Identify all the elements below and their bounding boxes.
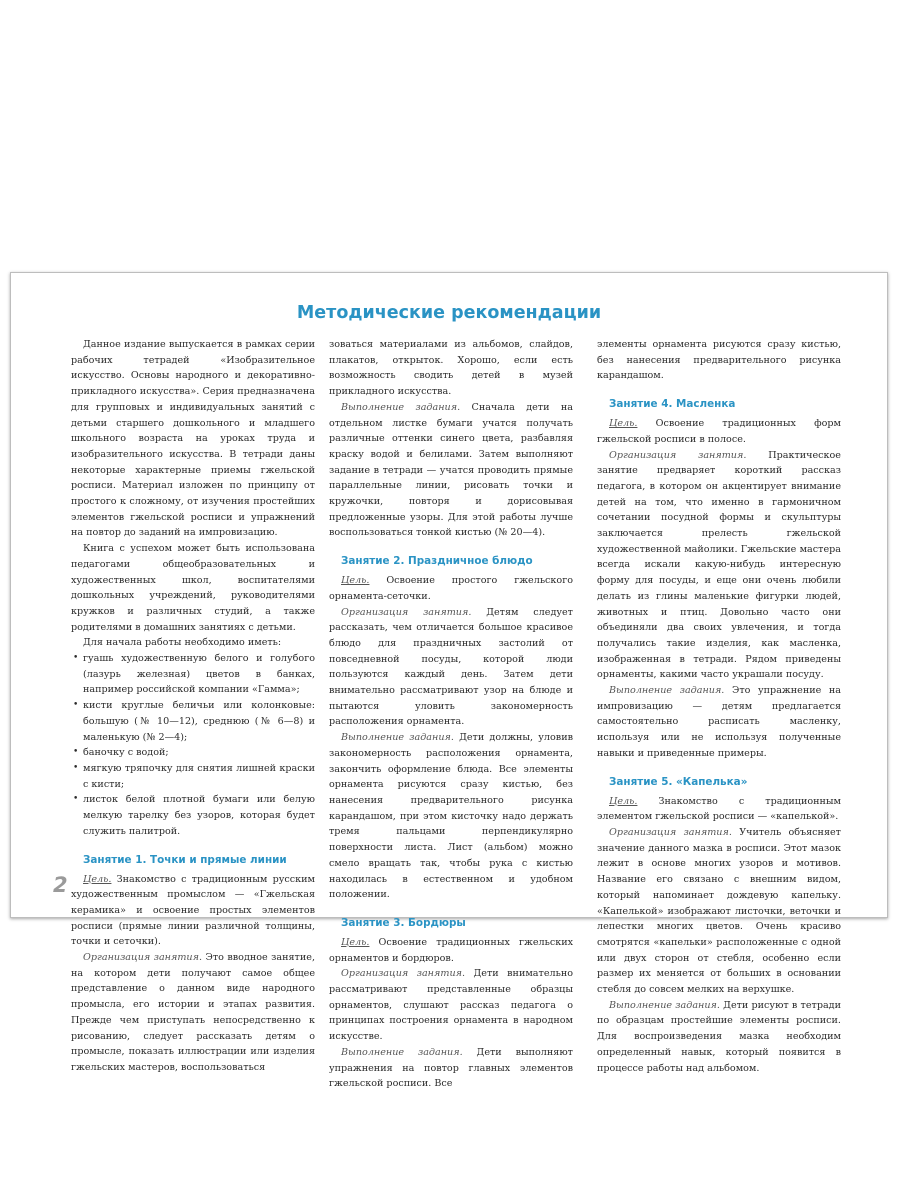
paragraph: Цель. Освоение традиционных форм гжельской росписи в полосе. xyxy=(597,418,841,445)
goal-label: Цель. xyxy=(609,418,638,430)
paragraph: Организация занятия. Учитель объясняет значение данного мазка в росписи. Этот мазок лежит в основе многих узоров и мотивов. Название его связано с внешним видом, который напоминает дождевую капельку. «Капелькой» изображают листочки, веточки и лепестки многих цветов. Очень красиво смотрятся «капельки» расположенные с одной или двух сторон от стебля, особенно если размер их меняется от больших в основании стебля до совсем мелких на верхушке. xyxy=(597,826,841,996)
paragraph: Данное издание выпускается в рамках серии рабочих тетрадей «Изобразительное искусство. Основы народного и декоративно-прикладного искусства». Серия предназначена для групповых и индивидуальных занятий с детьми старшего дошкольного и младшего школьного возраста на уроках труда и изобразительного искусства. В тетради даны некоторые характерные приемы гжельской росписи. Материал изложен по принципу от простого к сложному, от изучения простейших элементов гжельской росписи и упражнений на повтор до заданий на импровизацию. xyxy=(71,339,315,539)
paragraph: Выполнение задания. Дети должны, уловив закономерность расположения орнамента, закончить оформление блюда. Все элементы орнамента рисуются сразу кистью, без нанесения предварительного рисунка карандашом, при этом кисточку надо держать тремя пальцами перпендикулярно поверхности листа. Лист (альбом) можно смело вращать так, чтобы рука с кистью находилась в естественном и удобном положении. xyxy=(329,732,573,901)
org-label: Организация занятия. xyxy=(83,952,203,964)
paragraph: Цель. Знакомство с традиционным элементом гжельской росписи — «капелькой». xyxy=(597,795,841,823)
list-item: • баночку с водой; xyxy=(71,745,315,761)
paragraph: Организация занятия. Детям следует рассказать, чем отличается большое красивое блюдо для праздничных застолий от повседневной посуды, которой люди пользуются каждый день. Затем дети внимательно рассматривают узор на блюде и пытаются уловить закономерность расположения орнамента. xyxy=(329,606,573,728)
section-heading-lesson-5: Занятие 5. «Капелька» xyxy=(609,775,748,788)
paragraph: Организация занятия. Практическое занятие предваряет короткий рассказ педагога, в котором он акцентирует внимание детей на том, что именно в гармоничном сочетании посудной формы и скульптуры заключается прелесть гжельской художественной майолики. Гжельские мастера всегда искали какую-нибудь интересную форму для посуды, и еще они очень любили делать из глины маленькие фигурки людей, животных и птиц. Довольно часто они объединяли два своих увлечения, и тогда получались такие изделия, как масленка, изображенная в тетради. Рядом приведены орнаменты, какими часто украшали посуду. xyxy=(597,449,841,681)
paragraph: Для начала работы необходимо иметь: xyxy=(83,637,282,649)
page-number: 2 xyxy=(53,873,68,897)
goal-label: Цель. xyxy=(341,575,370,587)
paragraph: зоваться материалами из альбомов, слайдов, плакатов, открыток. Хорошо, если есть возможность сводить детей в музей прикладного искусства. xyxy=(329,339,573,398)
goal-label: Цель. xyxy=(609,795,638,807)
paragraph: Цель. Освоение простого гжельского орнамента-сеточки. xyxy=(329,575,573,602)
paragraph: Выполнение задания. Это упражнение на импровизацию — детям предлагается самостоятельно расписать масленку, используя или не используя полученные навыки и приведенные примеры. xyxy=(597,685,842,759)
list-item: • листок белой плотной бумаги или белую мелкую тарелку без узоров, которая будет служить палитрой. xyxy=(71,792,315,839)
column-left xyxy=(71,337,315,1076)
column-middle xyxy=(329,337,573,1092)
list-item: • мягкую тряпочку для снятия лишней краски с кисти; xyxy=(71,761,315,792)
paragraph: Выполнение задания. Дети выполняют упражнения на повтор главных элементов гжельской росписи. Все xyxy=(329,1046,573,1090)
exec-label: Выполнение задания. xyxy=(341,401,461,413)
paragraph: Цель. Освоение традиционных гжельских орнаментов и бордюров. xyxy=(329,936,573,964)
exec-label: Выполнение задания. xyxy=(341,732,454,744)
exec-label: Выполнение задания. xyxy=(341,1046,463,1058)
paragraph: Выполнение задания. Сначала дети на отдельном листке бумаги учатся получать различные оттенки синего цвета, разбавляя краску водой и белилами. Затем выполняют задание в тетради — учатся проводить прямые параллельные линии, рисовать точки и кружочки, повторя и дорисовывая предложенные узоры. Для этой работы лучше воспользоваться тонкой кистью (№ 20—4). xyxy=(329,401,573,539)
goal-label: Цель. xyxy=(83,873,112,885)
section-heading-lesson-4: Занятие 4. Масленка xyxy=(609,398,736,411)
document-page xyxy=(10,272,888,1090)
column-right xyxy=(597,337,841,1076)
paragraph: Выполнение задания. Дети рисуют в тетради по образцам простейшие элементы росписи. Для воспроизведения мазка необходим определенный навык, который появится в процессе работы над альбомом. xyxy=(597,999,841,1074)
list-item: • гуашь художественную белого и голубого (лазурь железная) цветов в банках, например российской компании «Гамма»; xyxy=(71,651,315,698)
paragraph: Организация занятия. Это вводное занятие, на котором дети получают самое общее представление о данном виде народного промысла, его истории и этапах развития. Прежде чем приступать непосредственно к рисованию, следует рассказать детям о промысле, показать иллюстрации или изделия гжельских мастеров, воспользоваться xyxy=(71,952,315,1073)
section-heading-lesson-1: Занятие 1. Точки и прямые линии xyxy=(83,853,287,866)
exec-label: Выполнение задания. xyxy=(609,685,725,697)
section-heading-lesson-3: Занятие 3. Бордюры xyxy=(341,916,466,929)
org-label: Организация занятия. xyxy=(609,826,732,838)
page-title: Методические рекомендации xyxy=(296,303,602,323)
list-item: • кисти круглые беличьи или колонковые: большую (№ 10—12), среднюю (№ 6—8) и маленькую (№ 2—4); xyxy=(71,698,315,745)
paragraph: элементы орнамента рисуются сразу кистью, без нанесения предварительного рисунка карандашом. xyxy=(597,339,841,382)
org-label: Организация занятия. xyxy=(341,968,466,980)
org-label: Организация занятия. xyxy=(341,606,472,618)
exec-label: Выполнение задания. xyxy=(609,999,720,1011)
paragraph: Цель. Знакомство с традиционным русским художественным промыслом — «Гжельская керамика» и освоение простых элементов росписи (прямые линии различной толщины, точки и сеточки). xyxy=(71,873,315,948)
section-heading-lesson-2: Занятие 2. Праздничное блюдо xyxy=(341,555,533,568)
org-label: Организация занятия. xyxy=(609,449,747,461)
paragraph: Организация занятия. Дети внимательно рассматривают представленные образцы орнаментов, слушают рассказ педагога о принципах построения орнамента в народном искусстве. xyxy=(329,968,573,1043)
paragraph: Книга с успехом может быть использована педагогами общеобразовательных и художественных школ, воспитателями дошкольных учреждений, руководителями кружков и различных студий, а также родителями в домашних занятиях с детьми. xyxy=(71,543,315,633)
goal-label: Цель. xyxy=(341,936,370,948)
